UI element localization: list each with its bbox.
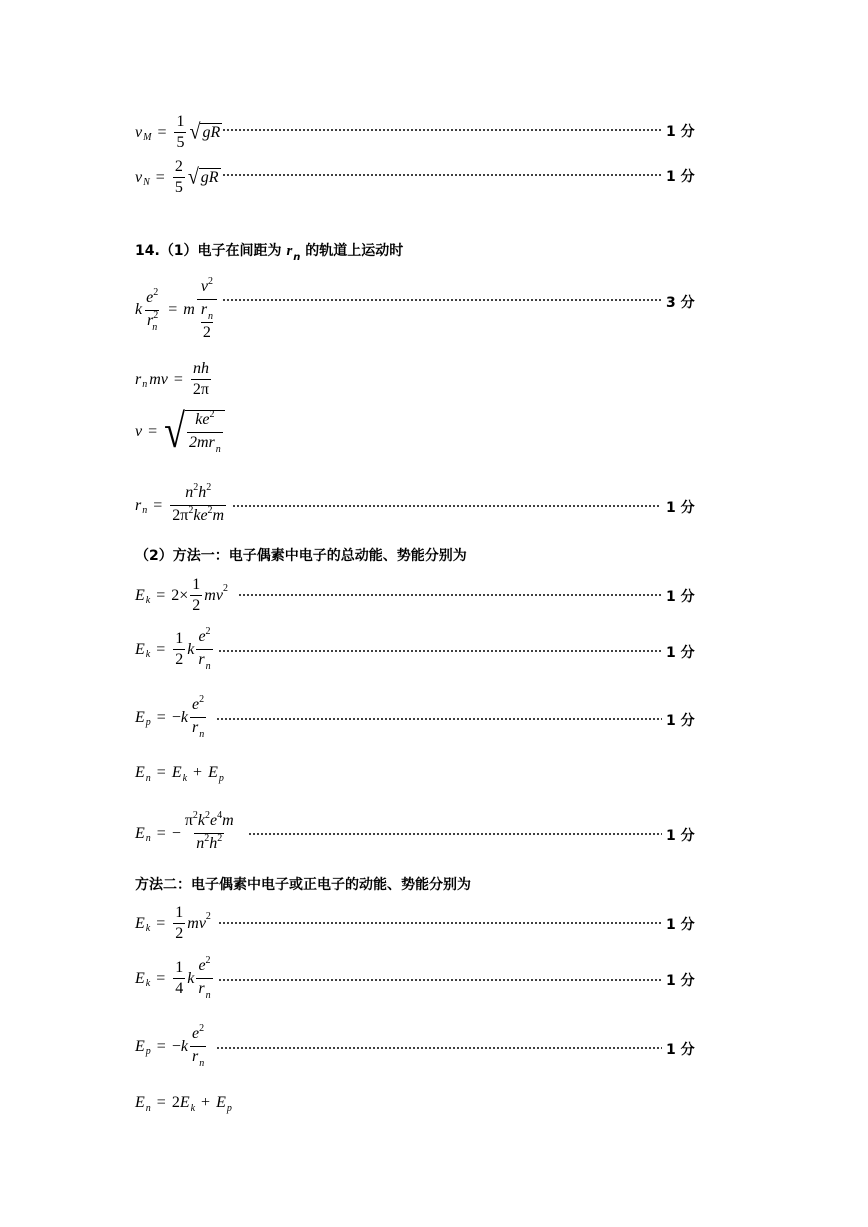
leader-dots-vm — [222, 129, 662, 131]
equation-velocity: v = √ $\frac{ke^2}{2mr_n}$ — [135, 410, 225, 454]
equation-quantization: r n mv = $\frac{nh}{2\pi}$ — [135, 360, 209, 398]
equation-ek-quarter: E k = $\frac{1}{4}$ k $\frac{e^2}{r_n}$ — [135, 955, 211, 1001]
score-ek3: 1 分 — [666, 917, 695, 933]
leader-dots-ep1 — [216, 718, 662, 720]
equation-vn: v N = $\frac{2}{5}$ √ gR — [135, 158, 219, 196]
score-ek1: 1 分 — [666, 589, 695, 605]
score-en1: 1 分 — [666, 828, 695, 844]
leader-dots-vn — [222, 174, 662, 176]
var-v: v — [135, 168, 143, 186]
question-14-heading: 14.（1）电子在间距为 $r_n$ 的轨道上运动时 — [135, 243, 404, 263]
leader-dots-en1 — [248, 833, 662, 835]
equation-ek-single: E k = $\frac{1}{2}$ mv 2 — [135, 904, 211, 942]
equation-en-sum-1: E n = E k + E p — [135, 764, 224, 784]
method-two-heading: 方法二：电子偶素中电子或正电子的动能、势能分别为 — [135, 877, 471, 893]
score-rn: 1 分 — [666, 500, 695, 516]
method-one-heading: （2）方法一：电子偶素中电子的总动能、势能分别为 — [135, 548, 467, 564]
equation-ep-1: E p = − k $\frac{e^2}{r_n}$ — [135, 694, 205, 740]
leader-dots-rn — [232, 505, 660, 507]
equation-vm: v M = $\frac{1}{5}$ √ gR — [135, 113, 221, 151]
score-ek2: 1 分 — [666, 645, 695, 661]
score-ek4: 1 分 — [666, 973, 695, 989]
equation-coulomb-force: k $\frac{e^2}{r^2_n}$ = m $\frac{v^2}{\frac{r_n}{2}}$ — [135, 278, 219, 342]
equation-en-result: E n = − $\frac{\pi^2k^2e^4m}{n^2h^2}$ — [135, 812, 238, 855]
score-vn: 1 分 — [666, 169, 695, 185]
equation-ek-total: E k = 2× $\frac{1}{2}$ mv 2 — [135, 576, 228, 614]
leader-dots-ek4 — [218, 979, 662, 981]
score-vm: 1 分 — [666, 124, 695, 140]
score-ep2: 1 分 — [666, 1042, 695, 1058]
equation-ep-2: E p = − k $\frac{e^2}{r_n}$ — [135, 1023, 205, 1069]
score-force: 3 分 — [666, 295, 695, 311]
var-v: v — [135, 123, 143, 141]
leader-dots-ek1 — [238, 594, 662, 596]
fraction-one-fifth: $\frac{1}{5}$ — [176, 113, 185, 151]
sqrt-gr: √ gR — [189, 119, 221, 145]
leader-dots-ek2 — [218, 650, 662, 652]
equation-radius: r n = $\frac{n^2h^2}{2\pi^2ke^2m}$ — [135, 484, 228, 527]
sub-m: M — [143, 132, 152, 143]
equation-en-sum-2: E n = 2 E k + E p — [135, 1094, 232, 1114]
leader-dots-ep2 — [216, 1047, 662, 1049]
leader-dots-ek3 — [218, 922, 662, 924]
sub-n: N — [143, 177, 150, 188]
score-ep1: 1 分 — [666, 713, 695, 729]
sqrt-gr: √ gR — [187, 164, 219, 190]
fraction-two-fifths: $\frac{2}{5}$ — [174, 158, 183, 196]
leader-dots-force — [222, 299, 662, 301]
equation-ek-half: E k = $\frac{1}{2}$ k $\frac{e^2}{r_n}$ — [135, 626, 211, 672]
